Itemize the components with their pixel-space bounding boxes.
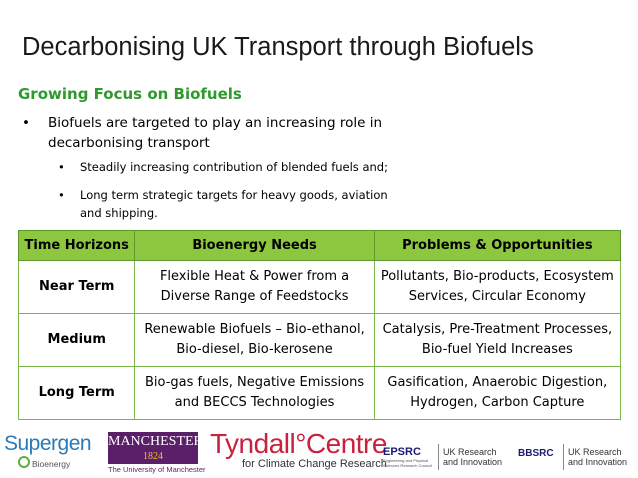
ukri-text: UK Research and Innovation [568,447,628,467]
slide-title: Decarbonising UK Transport through Biofuels [22,33,534,61]
table-row [19,261,621,314]
tyndall-sub: for Climate Change Research [242,458,387,470]
bullet-marker: • [22,115,30,131]
row-needs: Renewable Biofuels – Bio-ethanol, Bio-diesel, Bio-kerosene [135,314,374,367]
bullet-marker: • [58,160,65,174]
supergen-leaf-icon [18,456,30,468]
bullet-text: Biofuels are targeted to play an increasing role in decarbonising transport [48,115,383,151]
bullet-text: Steadily increasing contribution of blended fuels and; [80,160,388,174]
row-problems: Catalysis, Pre-Treatment Processes, Bio-fuel Yield Increases [374,314,620,367]
ukri-text: UK Research and Innovation [443,447,503,467]
manchester-name: MANCHESTER [108,434,203,449]
row-horizon: Medium [19,314,135,367]
row-horizon: Long Term [19,367,135,420]
partner-logos [0,428,638,478]
logo-divider [563,444,564,470]
row-needs: Flexible Heat & Power from a Diverse Range of Feedstocks [135,261,374,314]
row-horizon: Near Term [19,261,135,314]
manchester-logo [108,432,203,464]
manchester-year: 1824 [143,451,163,462]
table-header-row [19,231,621,261]
manchester-sub: The University of Manchester [108,465,206,474]
supergen-sub: Bioenergy [32,459,71,469]
slide-subtitle: Growing Focus on Biofuels [18,85,242,103]
bullet-marker: • [58,188,65,202]
logo-divider [438,444,439,470]
bbsrc-logo: BBSRC [518,448,554,459]
supergen-logo: Supergen [4,432,92,455]
bullet-text: Long term strategic targets for heavy goods, aviation and shipping. [80,188,388,220]
header-time-horizons: Time Horizons [19,231,135,261]
row-needs: Bio-gas fuels, Negative Emissions and BECCS Technologies [135,367,374,420]
header-problems-opportunities: Problems & Opportunities [374,231,620,261]
time-horizons-table [18,230,621,420]
epsrc-logo: EPSRC [383,446,421,458]
tyndall-logo: Tyndall°Centre [210,428,387,459]
row-problems: Pollutants, Bio-products, Ecosystem Services, Circular Economy [374,261,620,314]
table-row [19,367,621,420]
table-row [19,314,621,367]
header-bioenergy-needs: Bioenergy Needs [135,231,374,261]
epsrc-sub: Engineering and Physical Sciences Research Council [383,458,432,468]
row-problems: Gasification, Anaerobic Digestion, Hydrogen, Carbon Capture [374,367,620,420]
